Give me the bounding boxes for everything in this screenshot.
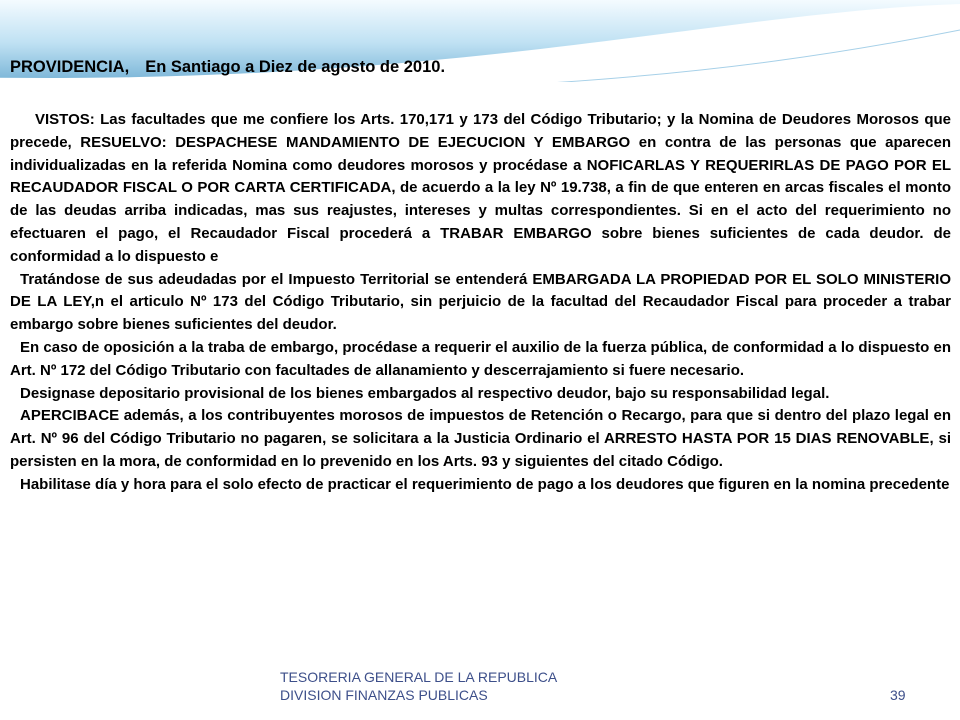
title-label: PROVIDENCIA, (10, 58, 130, 76)
paragraph-depositario: Designase depositario provisional de los bienes embargados al respectivo deudor, bajo su responsabilidad legal. (20, 384, 830, 402)
footer-org-line2: DIVISION FINANZAS PUBLICAS (280, 687, 488, 703)
footer-org-line1: TESORERIA GENERAL DE LA REPUBLICA (280, 669, 558, 685)
paragraph-impuesto-territorial: Tratándose de sus adeudadas por el Impuesto Territorial se entenderá EMBARGADA LA PROPIEDAD POR EL SOLO MINISTERIO DE LA LEY,n el articulo Nº 173 del Código Tributario, sin perjuicio de la facultad del Recaudador Fiscal para proceder a trabar embargo sobre bienes suficientes del deudor. (10, 270, 951, 334)
paragraph-apercibace: APERCIBACE además, a los contribuyentes morosos de impuestos de Retención o Recargo, para que si dentro del plazo legal en Art. Nº 96 del Código Tributario no pagaren, se solicitara a la Justicia Ordinario el ARRESTO HASTA POR 15 DIAS RENOVABLE, si persisten en la mora, de conformidad en lo prevenido en los Arts. 93 y siguientes del citado Código. (10, 407, 951, 470)
paragraph-oposicion: En caso de oposición a la traba de embargo, procédase a requerir el auxilio de la fuerza pública, de conformidad a lo dispuesto en Art. Nº 172 del Código Tributario con facultades de allanamiento y descerrajamiento si fuere necesario. (10, 338, 951, 379)
paragraph-habilitase: Habilitase día y hora para el solo efecto de practicar el requerimiento de pago a los deudores que figuren en la nomina precedente (20, 475, 950, 493)
title-place-date: En Santiago a Diez de agosto de 2010. (145, 58, 446, 76)
document-title (10, 58, 445, 77)
paragraph-vistos: VISTOS: Las facultades que me confiere los Arts. 170,171 y 173 del Código Tributario; y la Nomina de Deudores Morosos que precede, RESUELVO: DESPACHESE MANDAMIENTO DE EJECUCION Y EMBARGO en contra de las personas que aparecen individualizadas en la referida Nomina como deudores morosos y procédase a NOFICARLAS Y REQUERIRLAS DE PAGO POR EL RECAUDADOR FISCAL O POR CARTA CERTIFICADA, de acuerdo a la ley Nº 19.738, a fin de que enteren en arcas fiscales el monto de las deudas arriba indicadas, mas sus reajustes, intereses y multas correspondientes. Si en el acto del requerimiento no efectuaren el pago, el Recaudador Fiscal procederá a TRABAR EMBARGO sobre bienes suficientes de cada deudor. de conformidad a lo dispuesto e (10, 111, 951, 265)
footer-organization (280, 668, 557, 704)
page-number: 39 (890, 687, 906, 703)
document-body (10, 109, 951, 497)
